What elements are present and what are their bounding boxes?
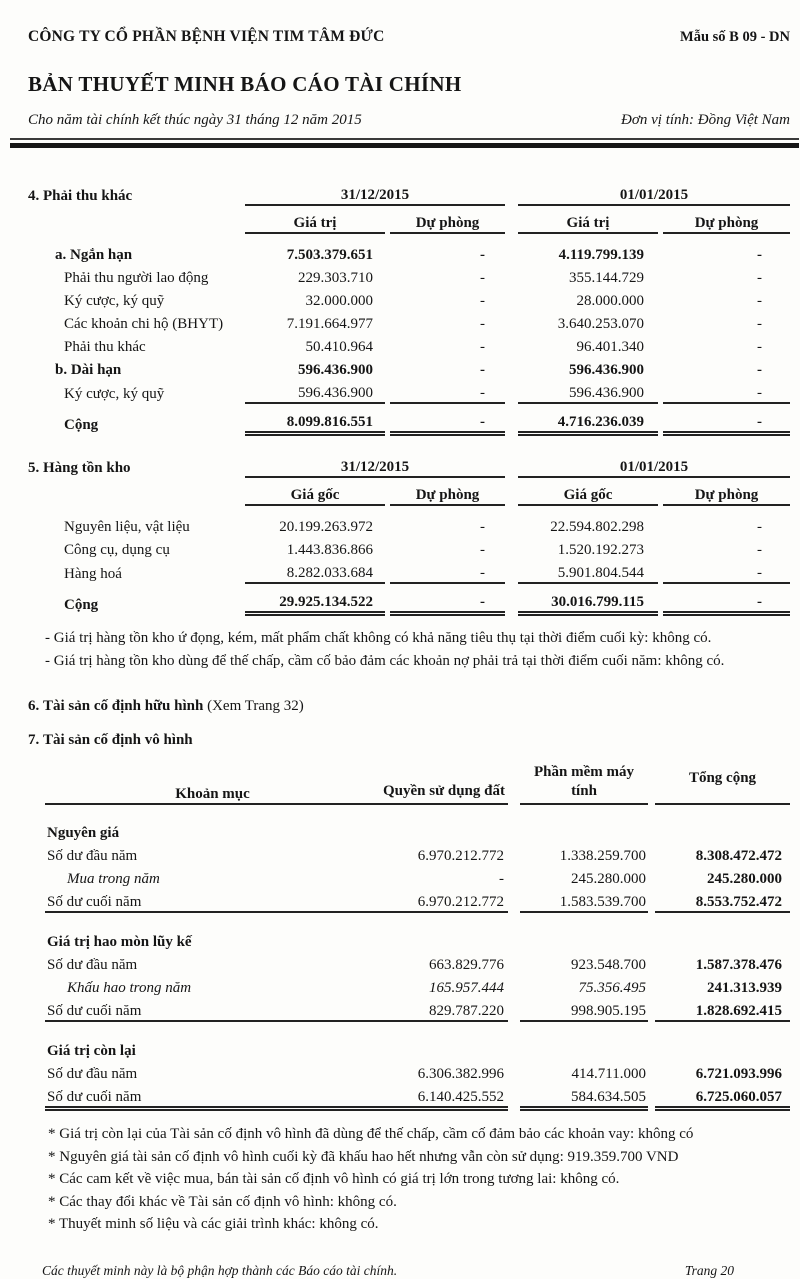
column-date-2: 01/01/2015: [518, 452, 790, 477]
cell-value: -: [757, 362, 762, 378]
column-header-land-use: Quyền sử dụng đất: [380, 753, 508, 804]
cell-value: -: [663, 403, 790, 434]
cell-value: 584.634.505: [520, 1083, 648, 1109]
column-header: Giá gốc: [518, 477, 658, 505]
cell-value: 1.520.192.273: [557, 542, 644, 558]
cell-value: 20.199.263.972: [279, 519, 373, 535]
cell-value: 414.711.000: [571, 1066, 646, 1082]
block-heading: Nguyên giá: [47, 825, 120, 841]
cell-value: 32.000.000: [305, 293, 373, 309]
cell-value: 8.282.033.684: [286, 565, 373, 581]
row-label: Các khoản chi hộ (BHYT): [64, 316, 224, 332]
section-heading: [28, 452, 245, 477]
row-label: Phải thu khác: [64, 339, 146, 355]
column-date-1: 31/12/2015: [245, 452, 505, 477]
cell-value: -: [757, 565, 762, 581]
section-number: 4.: [28, 188, 40, 204]
fiscal-period: Cho năm tài chính kết thúc ngày 31 tháng 12 năm 2015: [28, 112, 362, 128]
cell-value: 30.016.799.115: [518, 583, 658, 614]
column-header: Giá gốc: [245, 477, 385, 505]
cell-value: -: [480, 362, 485, 378]
column-header: Dự phòng: [663, 477, 790, 505]
cell-value: -: [480, 565, 485, 581]
row-label: Phải thu người lao động: [64, 270, 209, 286]
table-row: [28, 452, 790, 477]
row-label: Khấu hao trong năm: [67, 980, 192, 996]
cell-value: 8.099.816.551: [245, 403, 385, 434]
row-label: Nguyên liệu, vật liệu: [64, 519, 190, 535]
cell-value: -: [480, 385, 485, 401]
cell-value: 241.313.939: [707, 980, 782, 996]
cell-value: 165.957.444: [429, 980, 504, 996]
section-title: Tài sản cố định vô hình: [43, 732, 193, 748]
row-label: Cộng: [64, 596, 99, 613]
cell-value: 1.828.692.415: [655, 997, 790, 1021]
cell-value: -: [480, 339, 485, 355]
cell-value: 923.548.700: [571, 957, 646, 973]
block-heading: Giá trị hao mòn lũy kế: [47, 934, 192, 950]
section-heading: [28, 180, 245, 205]
cell-value: 7.503.379.651: [286, 247, 373, 263]
block-heading: Giá trị còn lại: [47, 1043, 136, 1059]
cell-value: -: [757, 293, 762, 309]
header-divider: [10, 138, 799, 148]
document-header: [28, 28, 790, 46]
table-row: [28, 559, 790, 583]
row-label: Công cụ, dụng cụ: [64, 542, 170, 558]
column-date-1: 31/12/2015: [245, 180, 505, 205]
note-line: - Giá trị hàng tồn kho dùng để thế chấp, cầm cố bảo đảm các khoản nợ phải trả tại thời điểm cuối năm: không có.: [45, 653, 725, 669]
cell-value: -: [390, 403, 505, 434]
section-heading-tangible-assets: [28, 698, 790, 715]
footnote-line: * Thuyết minh số liệu và các giải trình khác: không có.: [48, 1216, 379, 1232]
row-label: b. Dài hạn: [55, 362, 122, 378]
row-label: Số dư cuối năm: [45, 997, 380, 1021]
section-title: Tài sản cố định hữu hình: [43, 698, 204, 714]
row-label: Số dư đầu năm: [47, 957, 138, 973]
report-subheader: [28, 112, 790, 129]
cell-value: -: [757, 247, 762, 263]
cell-value: 96.401.340: [576, 339, 644, 355]
cell-value: 75.356.495: [578, 980, 646, 996]
cell-value: -: [757, 542, 762, 558]
row-label: a. Ngắn hạn: [55, 247, 133, 263]
cell-value: -: [480, 519, 485, 535]
cell-value: 4.119.799.139: [558, 247, 644, 263]
table-row: [28, 241, 790, 264]
cell-value: 22.594.802.298: [550, 519, 644, 535]
table-row: [45, 842, 790, 865]
section-reference: (Xem Trang 32): [207, 698, 304, 714]
section-number: 5.: [28, 460, 40, 476]
block-heading-row: [45, 1037, 790, 1060]
column-header: Dự phòng: [390, 205, 505, 233]
cell-value: 29.925.134.522: [245, 583, 385, 614]
row-label: Số dư đầu năm: [47, 1066, 138, 1082]
section-title: Hàng tồn kho: [43, 460, 131, 476]
cell-value: 6.725.060.057: [655, 1083, 790, 1109]
row-label: Số dư cuối năm: [45, 888, 380, 912]
table-row: [28, 180, 790, 205]
table-row: [28, 310, 790, 333]
inventory-notes: [28, 627, 790, 673]
total-row: [28, 403, 790, 434]
row-label: Ký cược, ký quỹ: [64, 386, 165, 402]
cell-value: 6.970.212.772: [380, 888, 508, 912]
column-header: Dự phòng: [663, 205, 790, 233]
intangible-assets-table: [45, 753, 790, 1111]
table-row: [28, 205, 790, 233]
column-header: Giá trị: [245, 205, 385, 233]
cell-value: 6.721.093.996: [695, 1066, 782, 1082]
table-row: [45, 1083, 790, 1109]
cell-value: 6.306.382.996: [417, 1066, 504, 1082]
footnote-line: * Nguyên giá tài sản cố định vô hình cuối kỳ đã khấu hao hết nhưng vẫn còn sử dụng: 919.359.700 VND: [48, 1148, 679, 1165]
column-header-total: Tổng cộng: [655, 753, 790, 804]
table-row: [45, 974, 790, 997]
note-line: - Giá trị hàng tồn kho ứ đọng, kém, mất phẩm chất không có khả năng tiêu thụ tại thời điểm cuối kỳ: không có.: [45, 630, 712, 646]
cell-value: 245.280.000: [707, 871, 782, 887]
table-header-row: [45, 753, 790, 804]
block-heading-row: [45, 819, 790, 842]
cell-value: 3.640.253.070: [557, 316, 644, 332]
row-label: Cộng: [64, 416, 99, 433]
cell-value: 1.587.378.476: [695, 957, 782, 973]
cell-value: 596.436.900: [569, 362, 644, 378]
table-row: [28, 536, 790, 559]
page-footer: [42, 1263, 790, 1279]
cell-value: 596.436.900: [298, 362, 373, 378]
cell-value: 663.829.776: [429, 957, 504, 973]
intangible-assets-footnotes: [48, 1123, 790, 1236]
table-row: [28, 477, 790, 505]
table-row: [28, 356, 790, 379]
cell-value: 4.716.236.039: [518, 403, 658, 434]
section-heading-intangible-assets: [28, 732, 790, 749]
section-title: Phải thu khác: [43, 188, 133, 204]
row-label: Số dư đầu năm: [47, 848, 138, 864]
page-title: BẢN THUYẾT MINH BÁO CÁO TÀI CHÍNH: [28, 72, 462, 96]
other-receivables-table: [28, 180, 790, 436]
cell-value: 6.140.425.552: [380, 1083, 508, 1109]
page-number: Trang 20: [684, 1262, 734, 1278]
footnote-line: * Các thay đổi khác về Tài sản cố định vô hình: không có.: [48, 1193, 397, 1210]
table-row: [45, 888, 790, 912]
cell-value: 5.901.804.544: [557, 565, 644, 581]
footer-note: Các thuyết minh này là bộ phận hợp thành các Báo cáo tài chính.: [42, 1262, 398, 1278]
cell-value: 8.308.472.472: [695, 848, 782, 864]
column-header: Giá trị: [518, 205, 658, 233]
cell-value: -: [757, 316, 762, 332]
column-date-2: 01/01/2015: [518, 180, 790, 205]
cell-value: -: [480, 270, 485, 286]
row-label: Mua trong năm: [67, 871, 160, 887]
row-label: Hàng hoá: [64, 566, 122, 582]
cell-value: -: [480, 293, 485, 309]
cell-value: 596.436.900: [298, 385, 373, 401]
cell-value: -: [390, 583, 505, 614]
cell-value: -: [663, 583, 790, 614]
cell-value: -: [480, 247, 485, 263]
cell-value: 6.970.212.772: [417, 848, 504, 864]
cell-value: 245.280.000: [571, 871, 646, 887]
section-number: 7.: [28, 732, 40, 748]
cell-value: 28.000.000: [576, 293, 644, 309]
currency-unit: Đơn vị tính: Đồng Việt Nam: [621, 112, 790, 128]
cell-value: 596.436.900: [569, 385, 644, 401]
cell-value: -: [757, 519, 762, 535]
cell-value: 1.338.259.700: [559, 848, 646, 864]
section-number: 6.: [28, 698, 40, 714]
cell-value: 355.144.729: [569, 270, 644, 286]
cell-value: 829.787.220: [380, 997, 508, 1021]
total-row: [28, 583, 790, 614]
cell-value: -: [499, 871, 504, 887]
table-row: [28, 379, 790, 403]
cell-value: 8.553.752.472: [655, 888, 790, 912]
table-row: [28, 264, 790, 287]
cell-value: 50.410.964: [305, 339, 373, 355]
table-row: [45, 1060, 790, 1083]
company-name: CÔNG TY CỔ PHẦN BỆNH VIỆN TIM TÂM ĐỨC: [28, 28, 385, 45]
footnote-line: * Các cam kết về việc mua, bán tài sản cố định vô hình có giá trị lớn trong tương lai: không có.: [48, 1171, 620, 1187]
form-number: Mẫu số B 09 - DN: [680, 29, 790, 45]
cell-value: -: [757, 385, 762, 401]
cell-value: 1.443.836.866: [286, 542, 373, 558]
column-header: Dự phòng: [390, 477, 505, 505]
footnote-line: * Giá trị còn lại của Tài sản cố định vô hình đã dùng để thế chấp, cầm cố đảm bảo các khoản vay: không có: [48, 1126, 694, 1142]
cell-value: 7.191.664.977: [286, 316, 373, 332]
table-row: [28, 333, 790, 356]
table-row: [45, 865, 790, 888]
table-row: [45, 951, 790, 974]
inventory-table: [28, 452, 790, 616]
cell-value: -: [480, 542, 485, 558]
column-header-software: Phần mềm máy tính: [520, 753, 648, 804]
cell-value: 229.303.710: [298, 270, 373, 286]
cell-value: -: [757, 339, 762, 355]
row-label: Ký cược, ký quỹ: [64, 293, 165, 309]
row-label: Số dư cuối năm: [45, 1083, 380, 1109]
table-row: [28, 513, 790, 536]
table-row: [28, 287, 790, 310]
table-row: [45, 997, 790, 1021]
column-header-item: Khoản mục: [45, 753, 380, 804]
cell-value: -: [757, 270, 762, 286]
cell-value: 1.583.539.700: [520, 888, 648, 912]
cell-value: 998.905.195: [520, 997, 648, 1021]
cell-value: -: [480, 316, 485, 332]
block-heading-row: [45, 928, 790, 951]
